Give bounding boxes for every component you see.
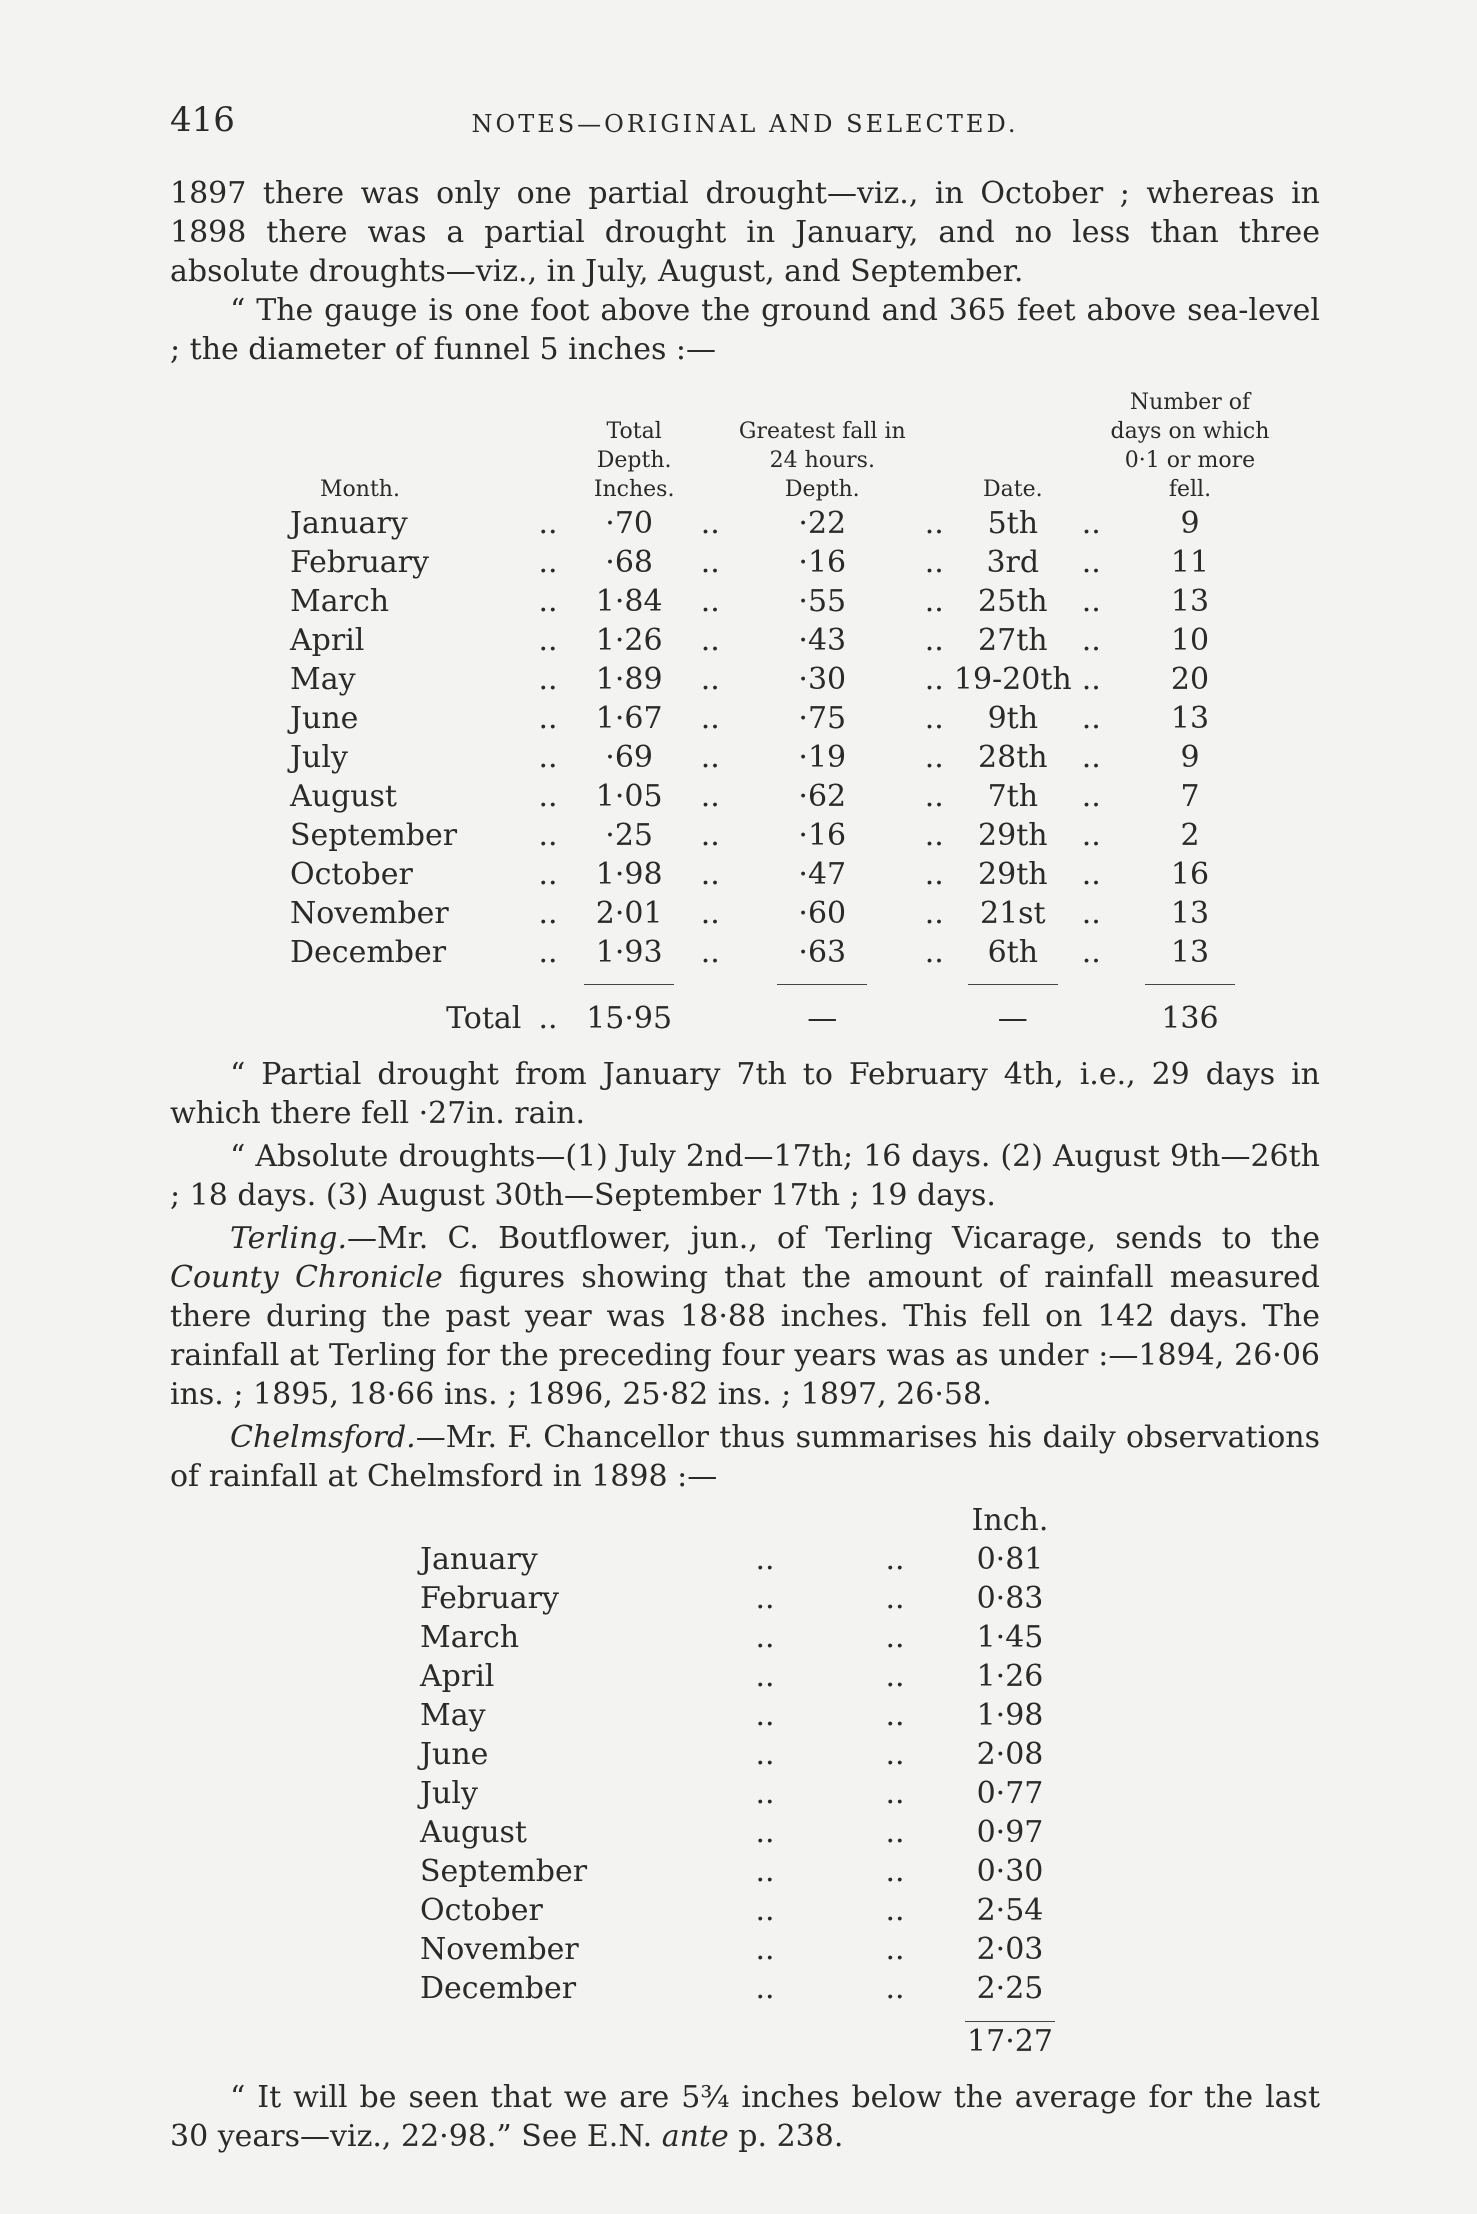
page-header (170, 100, 1320, 150)
total-depth-cell: 2·01 (595, 896, 663, 931)
drought-notes (170, 1055, 1320, 1496)
month-cell: February (420, 1581, 559, 1616)
date-cell: 21st (979, 896, 1046, 931)
rule-line (968, 984, 1058, 985)
rainfall-value-cell: 2·25 (976, 1971, 1044, 2006)
rainfall-value-cell: 2·08 (976, 1737, 1044, 1772)
chelmsford-rainfall-table (420, 1500, 1060, 2061)
leader-dots: .. (538, 935, 558, 970)
month-cell: December (290, 935, 447, 970)
total-depth-cell: 1·84 (595, 584, 663, 619)
days-count-cell: 13 (1170, 701, 1210, 736)
table-row (290, 894, 1270, 933)
leader-dots: .. (538, 623, 558, 658)
table-row (290, 660, 1270, 699)
intro-text (170, 174, 1320, 369)
table-row (420, 1774, 1060, 1813)
leader-dots: .. (538, 545, 558, 580)
leader-dots: .. (755, 1893, 775, 1928)
paragraph-gauge: “ The gauge is one foot above the ground and 365 feet above sea-level ; the diameter of funnel 5 inches :— (170, 293, 1320, 367)
paragraph-average: “ It will be seen that we are 5¾ inches below the average for the last 30 years—viz., 22·98.” See E.N. ante p. 238. (170, 2080, 1320, 2154)
total-depth-sum: 15·95 (586, 1001, 673, 1036)
table-row (290, 855, 1270, 894)
leader-dots: .. (885, 1932, 905, 1967)
month-cell: February (290, 545, 429, 580)
running-title: NOTES—ORIGINAL AND SELECTED. (471, 110, 1019, 138)
leader-dots: .. (1081, 896, 1101, 931)
leader-dots: .. (924, 935, 944, 970)
table-row (290, 699, 1270, 738)
table-row (290, 504, 1270, 543)
date-cell: 29th (978, 857, 1048, 892)
total-row (420, 2022, 1060, 2061)
total-label: Total (446, 1001, 522, 1036)
days-count-cell: 10 (1170, 623, 1210, 658)
date-cell: 5th (987, 506, 1039, 541)
total-depth-cell: ·69 (605, 740, 653, 775)
date-cell: 27th (978, 623, 1048, 658)
month-cell: April (420, 1659, 495, 1694)
leader-dots: .. (538, 857, 558, 892)
total-depth-cell: 1·05 (595, 779, 663, 814)
leader-dots: .. (700, 506, 720, 541)
table-row (420, 1891, 1060, 1930)
leader-dots: .. (1081, 584, 1101, 619)
header-month: Month. (320, 477, 400, 502)
month-cell: May (420, 1698, 486, 1733)
rainfall-value-cell: 2·03 (976, 1932, 1044, 1967)
total-depth-cell: 1·26 (595, 623, 663, 658)
leader-dots: .. (700, 701, 720, 736)
table-row (290, 621, 1270, 660)
month-cell: September (290, 818, 458, 853)
date-sum: — (997, 1001, 1028, 1036)
rainfall-value-cell: 1·45 (976, 1620, 1044, 1655)
greatest-depth-cell: ·19 (798, 740, 847, 775)
date-cell: 19-20th (953, 662, 1072, 697)
month-cell: June (420, 1737, 489, 1772)
leader-dots: .. (538, 506, 558, 541)
total-row (290, 985, 1270, 1038)
table-row (420, 1696, 1060, 1735)
leader-dots: .. (755, 1776, 775, 1811)
days-count-cell: 2 (1180, 818, 1200, 853)
table-row (290, 777, 1270, 816)
table-row (420, 1813, 1060, 1852)
month-cell: March (420, 1620, 520, 1655)
days-count-sum: 136 (1161, 1001, 1219, 1036)
date-cell: 9th (987, 701, 1039, 736)
total-depth-cell: ·70 (605, 506, 653, 541)
header-date: Date. (982, 477, 1043, 502)
days-count-cell: 9 (1180, 740, 1200, 775)
total-depth-cell: 1·89 (595, 662, 663, 697)
leader-dots: .. (755, 1659, 775, 1694)
days-count-cell: 13 (1170, 584, 1210, 619)
month-cell: November (290, 896, 449, 931)
leader-dots: .. (924, 857, 944, 892)
total-depth-cell: 1·93 (595, 935, 663, 970)
leader-dots: .. (1081, 818, 1101, 853)
month-cell: October (420, 1893, 543, 1928)
leader-dots: .. (700, 779, 720, 814)
leader-dots: .. (885, 1542, 905, 1577)
month-cell: March (290, 584, 390, 619)
table-row (420, 1969, 1060, 2008)
greatest-depth-cell: ·75 (798, 701, 847, 736)
rainfall-total: 17·27 (967, 2024, 1053, 2059)
greatest-depth-cell: ·63 (798, 935, 847, 970)
month-cell: August (420, 1815, 527, 1850)
month-cell: September (420, 1854, 588, 1889)
leader-dots: .. (700, 545, 720, 580)
month-cell: January (420, 1542, 538, 1577)
leader-dots: .. (700, 857, 720, 892)
days-count-cell: 20 (1170, 662, 1210, 697)
leader-dots: .. (924, 662, 944, 697)
table-row (420, 1852, 1060, 1891)
month-cell: October (290, 857, 413, 892)
leader-dots: .. (885, 1971, 905, 2006)
leader-dots: .. (885, 1776, 905, 1811)
leader-dots: .. (885, 1620, 905, 1655)
leader-dots: .. (1081, 740, 1101, 775)
days-count-cell: 13 (1170, 896, 1210, 931)
date-cell: 28th (978, 740, 1048, 775)
leader-dots: .. (1081, 701, 1101, 736)
leader-dots: .. (700, 623, 720, 658)
date-cell: 25th (978, 584, 1048, 619)
total-depth-cell: 1·98 (595, 857, 663, 892)
greatest-depth-cell: ·62 (798, 779, 847, 814)
place-chelmsford: Chelmsford. (230, 1420, 416, 1455)
leader-dots: .. (885, 1581, 905, 1616)
greatest-depth-cell: ·16 (798, 818, 847, 853)
rule-line (965, 2021, 1055, 2022)
paragraph-absolute-droughts: “ Absolute droughts—(1) July 2nd—17th; 16 days. (2) August 9th—26th ; 18 days. (3) August 30th—September 17th ; 19 days. (170, 1139, 1320, 1213)
month-cell: August (290, 779, 397, 814)
leader-dots: .. (1081, 506, 1101, 541)
month-cell: December (420, 1971, 577, 2006)
paragraph-terling: Terling.—Mr. C. Boutflower, jun., of Terling Vicarage, sends to the County Chronicle figures showing that the amount of rainfall measured there during the past year was 18·88 inches. This fell on 142 days. The rainfall at Terling for the preceding four years was as under :—1894, 26·06 ins. ; 1895, 18·66 ins. ; 1896, 25·82 ins. ; 1897, 26·58. (170, 1221, 1320, 1412)
table-row (420, 1618, 1060, 1657)
leader-dots: .. (755, 1620, 775, 1655)
newspaper-title: County Chronicle (170, 1260, 443, 1295)
rainfall-value-cell: 0·83 (976, 1581, 1044, 1616)
closing-text (170, 2078, 1320, 2156)
rule-line (777, 984, 867, 985)
paragraph-partial-drought: “ Partial drought from January 7th to February 4th, i.e., 29 days in which there fell ·27in. rain. (170, 1057, 1320, 1131)
date-cell: 3rd (986, 545, 1040, 580)
rule-line (1145, 984, 1235, 985)
table-row (420, 1579, 1060, 1618)
table-row (290, 816, 1270, 855)
paragraph-chelmsford: Chelmsford.—Mr. F. Chancellor thus summarises his daily observations of rainfall at Chelmsford in 1898 :— (170, 1420, 1320, 1494)
rainfall-value-cell: 1·98 (976, 1698, 1044, 1733)
paragraph-drought-summary: 1897 there was only one partial drought—viz., in October ; whereas in 1898 there was a partial drought in January, and no less than three absolute droughts—viz., in July, August, and September. (170, 176, 1320, 289)
greatest-depth-cell: ·47 (798, 857, 847, 892)
greatest-depth-cell: ·43 (798, 623, 847, 658)
header-greatest-fall: Greatest fall in 24 hours. Depth. (738, 419, 906, 502)
leader-dots: .. (1081, 779, 1101, 814)
rainfall-value-cell: 0·97 (976, 1815, 1044, 1850)
table-row (420, 1657, 1060, 1696)
leader-dots: .. (700, 584, 720, 619)
place-terling: Terling. (230, 1221, 348, 1256)
leader-dots: .. (538, 779, 558, 814)
leader-dots: .. (924, 623, 944, 658)
leader-dots: .. (885, 1893, 905, 1928)
leader-dots: .. (755, 1542, 775, 1577)
rainfall-value-cell: 2·54 (976, 1893, 1044, 1928)
total-rules (290, 972, 1270, 985)
month-cell: June (290, 701, 359, 736)
leader-dots: .. (755, 1698, 775, 1733)
table-row (290, 738, 1270, 777)
leader-dots: .. (700, 818, 720, 853)
leader-dots: .. (885, 1854, 905, 1889)
header-inch: Inch. (971, 1502, 1049, 1538)
leader-dots: .. (700, 935, 720, 970)
leader-dots: .. (885, 1815, 905, 1850)
month-cell: November (420, 1932, 579, 1967)
leader-dots: .. (1081, 857, 1101, 892)
table-row (290, 543, 1270, 582)
date-cell: 29th (978, 818, 1048, 853)
table-header-row (290, 388, 1270, 504)
greatest-depth-cell: ·16 (798, 545, 847, 580)
leader-dots: .. (538, 584, 558, 619)
greatest-depth-sum: — (807, 1001, 838, 1036)
leader-dots: .. (755, 1971, 775, 2006)
leader-dots: .. (538, 818, 558, 853)
greatest-depth-cell: ·22 (798, 506, 847, 541)
rainfall-value-cell: 0·30 (976, 1854, 1044, 1889)
leader-dots: .. (755, 1932, 775, 1967)
leader-dots: .. (885, 1737, 905, 1772)
leader-dots: .. (700, 740, 720, 775)
table-row (290, 582, 1270, 621)
days-count-cell: 9 (1180, 506, 1200, 541)
leader-dots: .. (538, 701, 558, 736)
total-depth-cell: ·68 (605, 545, 653, 580)
rule-line (584, 984, 674, 985)
table-row (420, 1735, 1060, 1774)
month-cell: July (420, 1776, 478, 1811)
month-cell: April (290, 623, 365, 658)
leader-dots: .. (700, 896, 720, 931)
rainfall-value-cell: 0·77 (976, 1776, 1044, 1811)
greatest-depth-cell: ·30 (798, 662, 847, 697)
leader-dots: .. (885, 1698, 905, 1733)
leader-dots: .. (538, 896, 558, 931)
month-cell: January (290, 506, 408, 541)
leader-dots: .. (755, 1581, 775, 1616)
leader-dots: .. (924, 740, 944, 775)
leader-dots: .. (538, 740, 558, 775)
days-count-cell: 11 (1170, 545, 1210, 580)
rainfall-value-cell: 0·81 (976, 1542, 1044, 1577)
greatest-depth-cell: ·60 (798, 896, 847, 931)
leader-dots: .. (1081, 935, 1101, 970)
table-row (290, 933, 1270, 972)
leader-dots: .. (700, 662, 720, 697)
leader-dots: .. (924, 701, 944, 736)
leader-dots: .. (924, 506, 944, 541)
table-row (420, 1930, 1060, 1969)
leader-dots: .. (538, 662, 558, 697)
table-row (420, 1540, 1060, 1579)
leader-dots: .. (924, 818, 944, 853)
leader-dots: .. (924, 896, 944, 931)
leader-dots: .. (755, 1854, 775, 1889)
leader-dots: .. (924, 779, 944, 814)
leader-dots: .. (755, 1815, 775, 1850)
leader-dots: .. (885, 1659, 905, 1694)
month-cell: May (290, 662, 356, 697)
header-total-depth: Total Depth. Inches. (593, 419, 675, 502)
total-depth-cell: ·25 (605, 818, 653, 853)
total-depth-cell: 1·67 (595, 701, 663, 736)
rainfall-value-cell: 1·26 (976, 1659, 1044, 1694)
leader-dots: .. (538, 1001, 558, 1036)
leader-dots: .. (755, 1737, 775, 1772)
page-number: 416 (170, 100, 235, 140)
leader-dots: .. (1081, 662, 1101, 697)
date-cell: 6th (987, 935, 1039, 970)
leader-dots: .. (924, 584, 944, 619)
days-count-cell: 16 (1170, 857, 1210, 892)
header-number-of-days: Number of days on which 0·1 or more fell. (1110, 390, 1270, 502)
rainfall-table-1898 (290, 388, 1270, 1038)
month-cell: July (290, 740, 348, 775)
leader-dots: .. (1081, 623, 1101, 658)
days-count-cell: 13 (1170, 935, 1210, 970)
greatest-depth-cell: ·55 (798, 584, 847, 619)
days-count-cell: 7 (1180, 779, 1200, 814)
leader-dots: .. (924, 545, 944, 580)
date-cell: 7th (987, 779, 1039, 814)
leader-dots: .. (1081, 545, 1101, 580)
